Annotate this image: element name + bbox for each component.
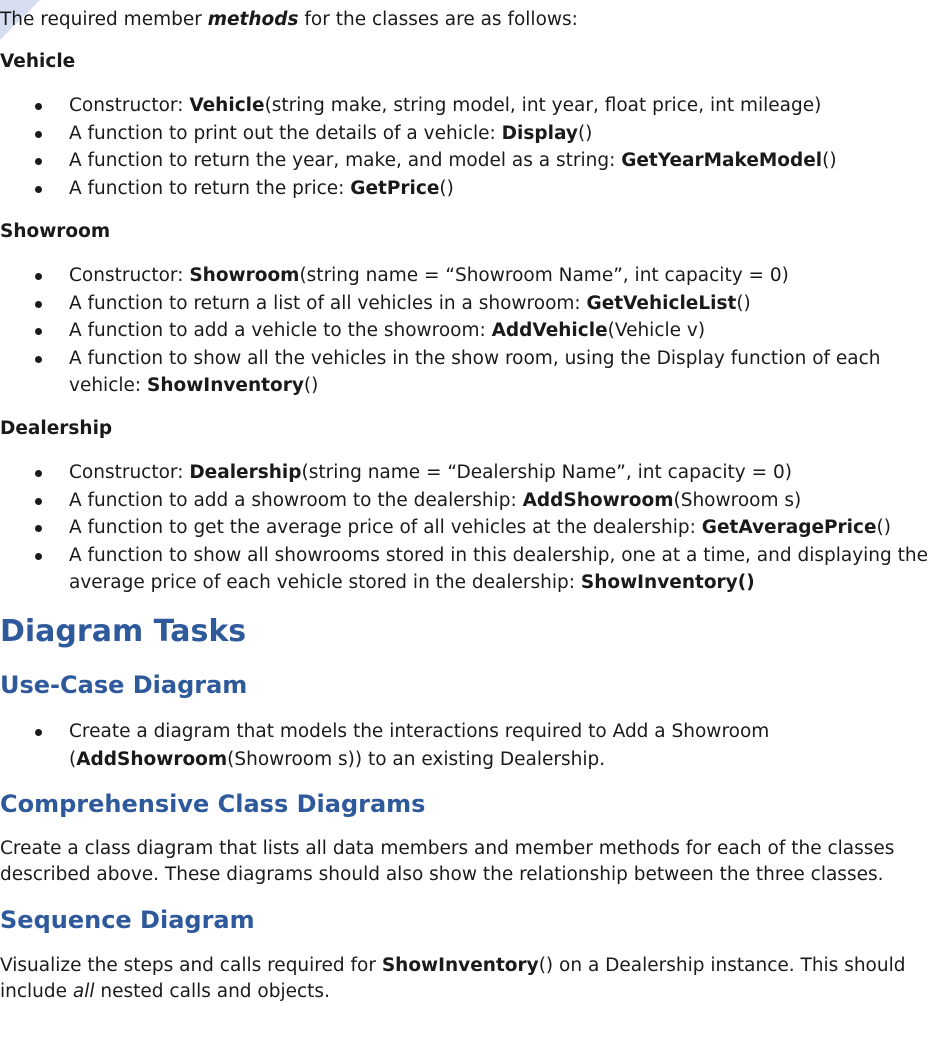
- list-item: A function to add a showroom to the dealership: AddShowroom(Showroom s): [0, 487, 951, 515]
- list-item: Constructor: Vehicle(string make, string model, int year, float price, int mileage): [0, 92, 951, 120]
- list-item: Constructor: Showroom(string name = “Showroom Name”, int capacity = 0): [0, 262, 951, 290]
- dealership-methods-list: [0, 459, 951, 597]
- list-item: A function to show all showrooms stored in this dealership, one at a time, and displaying the average price of each vehicle stored in the dealership: ShowInventory(): [0, 542, 951, 597]
- list-item: A function to add a vehicle to the showroom: AddVehicle(Vehicle v): [0, 317, 951, 345]
- intro-after: for the classes are as follows:: [298, 9, 578, 30]
- list-item: A function to show all the vehicles in the show room, using the Display function of each vehicle: ShowInventory(): [0, 345, 951, 400]
- list-item: A function to return the year, make, and model as a string: GetYearMakeModel(): [0, 147, 951, 175]
- class-diagrams-heading: Comprehensive Class Diagrams: [0, 790, 426, 818]
- class-diagrams-text: Create a class diagram that lists all data members and member methods for each of the classes described above. These diagrams should also show the relationship between the three classes.: [0, 838, 895, 885]
- sequence-heading: Sequence Diagram: [0, 906, 255, 934]
- showroom-heading: Showroom: [0, 221, 111, 242]
- list-item: A function to print out the details of a vehicle: Display(): [0, 120, 951, 148]
- intro-text: [0, 6, 578, 33]
- list-item: A function to get the average price of all vehicles at the dealership: GetAveragePrice(): [0, 514, 951, 542]
- showroom-methods-list: [0, 262, 951, 400]
- intro-before: The required member: [0, 9, 208, 30]
- use-case-heading: Use-Case Diagram: [0, 671, 248, 699]
- intro-emphasis: methods: [207, 9, 299, 30]
- list-item: A function to return a list of all vehicles in a showroom: GetVehicleList(): [0, 290, 951, 318]
- vehicle-heading: Vehicle: [0, 51, 76, 72]
- list-item: Create a diagram that models the interactions required to Add a Showroom (AddShowroom(Showroom s)) to an existing Dealership.: [0, 718, 951, 773]
- list-item: A function to return the price: GetPrice(): [0, 175, 951, 203]
- diagram-tasks-heading: Diagram Tasks: [0, 614, 247, 649]
- use-case-list: [0, 718, 951, 773]
- vehicle-methods-list: [0, 92, 951, 202]
- list-item: Constructor: Dealership(string name = “Dealership Name”, int capacity = 0): [0, 459, 951, 487]
- dealership-heading: Dealership: [0, 418, 113, 439]
- sequence-text: Visualize the steps and calls required for ShowInventory() on a Dealership instance. This should include all nested calls and objects.: [0, 955, 906, 1002]
